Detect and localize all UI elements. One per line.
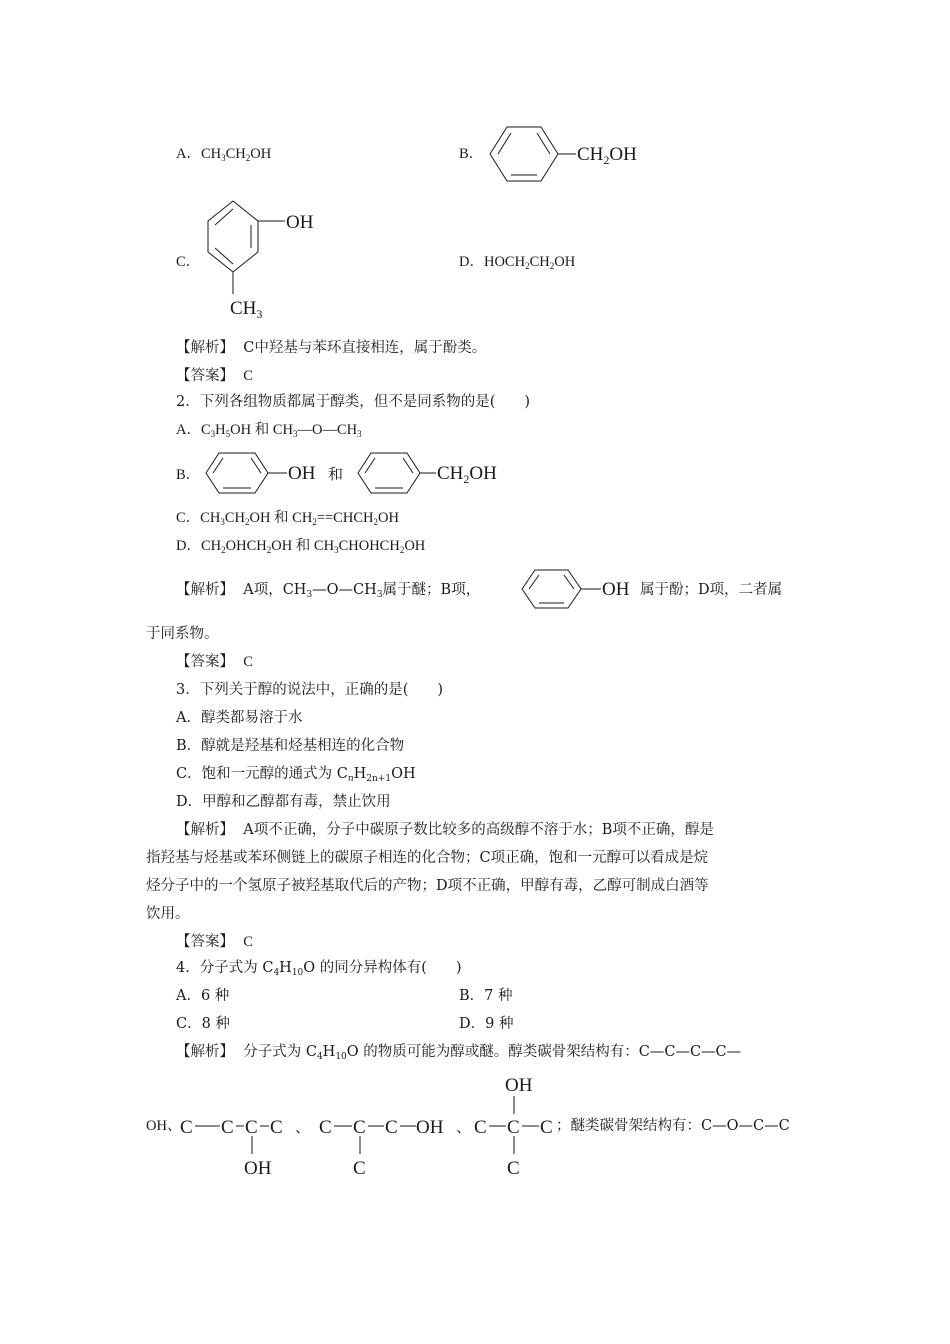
and-text: 和 [328, 467, 344, 483]
analysis-label: 【解析】 [176, 1044, 234, 1060]
q3-analysis-line3: 烃分子中的一个氢原子被羟基取代后的产物；D项不正确，甲醇有毒，乙醇可制成白酒等 [146, 878, 709, 894]
q4-analysis-line1: 【解析】 分子式为 $C_4H_{10}O$ 的物质可能为醇或醚。醇类碳骨架结构有：C—C—C—C— [176, 1044, 742, 1062]
svg-text:C: C [507, 1158, 520, 1179]
q3-stem: 3．下列关于醇的说法中，正确的是( ) [176, 682, 444, 698]
q3-answer: 【答案】 C [176, 934, 253, 950]
q3-option-a: A．醇类都易溶于水 [176, 710, 303, 726]
q1-c-ch3-label: $CH_3$ [230, 298, 263, 321]
q4-option-b: B．7 种 [459, 988, 513, 1004]
svg-text:OH: OH [244, 1158, 272, 1179]
q2-option-c: C．$CH_3CH_2OH$ 和 $CH_2==CHCH_2OH$ [176, 510, 399, 527]
q2-b-structures [200, 450, 520, 500]
q2-answer: 【答案】 C [176, 654, 253, 670]
answer-label: 【答案】 [176, 368, 234, 384]
q1-c-cresol-structure [200, 196, 340, 326]
benzyl-ch2oh-label: $CH_2OH$ [437, 463, 497, 486]
skeleton-1 [180, 1117, 283, 1179]
svg-text:C: C [221, 1117, 234, 1138]
q1-option-d: D．$HOCH_2CH_2OH$ [459, 254, 576, 271]
q4-option-d: D．9 种 [459, 1016, 514, 1032]
q1-answer: 【答案】 C [176, 368, 253, 384]
q2-option-b-label: B． [176, 467, 201, 483]
q3-option-d: D．甲醇和乙醇都有毒，禁止饮用 [176, 794, 391, 810]
svg-text:C: C [245, 1117, 258, 1138]
svg-text:C: C [180, 1117, 193, 1138]
analysis-label: 【解析】 [176, 822, 234, 838]
skeleton-2 [319, 1117, 444, 1179]
svg-text:C: C [353, 1158, 366, 1179]
svg-text:OH: OH [416, 1117, 444, 1138]
q3-analysis-line1: 【解析】 A项不正确，分子中碳原子数比较多的高级醇不溶于水；B项不正确，醇是 [176, 822, 714, 838]
q3-analysis-line4: 饮用。 [146, 906, 190, 922]
q1-option-b-label: B． [459, 146, 484, 162]
q1-b-benzyl-alcohol-structure [484, 124, 664, 184]
svg-text:C: C [353, 1117, 366, 1138]
q2-analysis-line2: 于同系物。 [146, 626, 219, 642]
q2-analysis-line1-end: 属于酚；D项，二者属 [640, 582, 783, 598]
svg-text:C: C [474, 1117, 487, 1138]
q3-analysis-line2: 指羟基与烃基或苯环侧链上的碳原子相连的化合物；C项正确，饱和一元醇可以看成是烷 [146, 850, 709, 866]
q2-option-a: A．$C_3H_5OH$ 和 $CH_3—O—CH_3$ [176, 422, 362, 439]
q4-ether-text: ；醚类碳骨架结构有：C—O—C—C [556, 1118, 790, 1134]
analysis-label: 【解析】 [176, 340, 234, 356]
separator-2: 、 [456, 1120, 472, 1136]
separator-1: 、 [295, 1120, 311, 1136]
q4-option-a: A．6 种 [176, 988, 230, 1004]
answer-label: 【答案】 [176, 934, 234, 950]
skeleton-3 [474, 1075, 553, 1179]
svg-text:C: C [385, 1117, 398, 1138]
q1-option-c-label: C． [176, 254, 201, 270]
q4-line-start: OH、 [146, 1118, 182, 1134]
q2-analysis-line1: 【解析】 A项，$CH_3—O—CH_3$属于醚；B项， [176, 582, 481, 600]
q2-analysis-phenol-structure [518, 566, 638, 614]
svg-text:OH: OH [505, 1075, 533, 1096]
q1-option-a: A．$CH_3CH_2OH$ [176, 146, 272, 163]
svg-text:C: C [270, 1117, 283, 1138]
q1-analysis: 【解析】 C中羟基与苯环直接相连，属于酚类。 [176, 340, 487, 356]
q2-option-d: D．$CH_2OHCH_2OH$ 和 $CH_3CHOHCH_2OH$ [176, 538, 426, 555]
q3-option-c: C．饱和一元醇的通式为 $C_nH_{2n+1}OH$ [176, 766, 416, 784]
q4-stem: 4．分子式为 $C_4H_{10}O$ 的同分异构体有( ) [176, 960, 462, 978]
q1-c-oh-label: OH [286, 212, 314, 233]
answer-label: 【答案】 [176, 654, 234, 670]
q4-option-c: C．8 种 [176, 1016, 230, 1032]
svg-text:C: C [319, 1117, 332, 1138]
svg-text:C: C [540, 1117, 553, 1138]
analysis-label: 【解析】 [176, 582, 234, 598]
phenol-oh-label: OH [602, 579, 630, 600]
phenol-oh-label: OH [288, 463, 316, 484]
q3-option-b: B．醇就是羟基和烃基相连的化合物 [176, 738, 405, 754]
q2-stem: 2．下列各组物质都属于醇类，但不是同系物的是( ) [176, 394, 531, 410]
q1-b-ch2oh-label: $CH_2OH$ [577, 144, 637, 167]
svg-text:C: C [507, 1117, 520, 1138]
